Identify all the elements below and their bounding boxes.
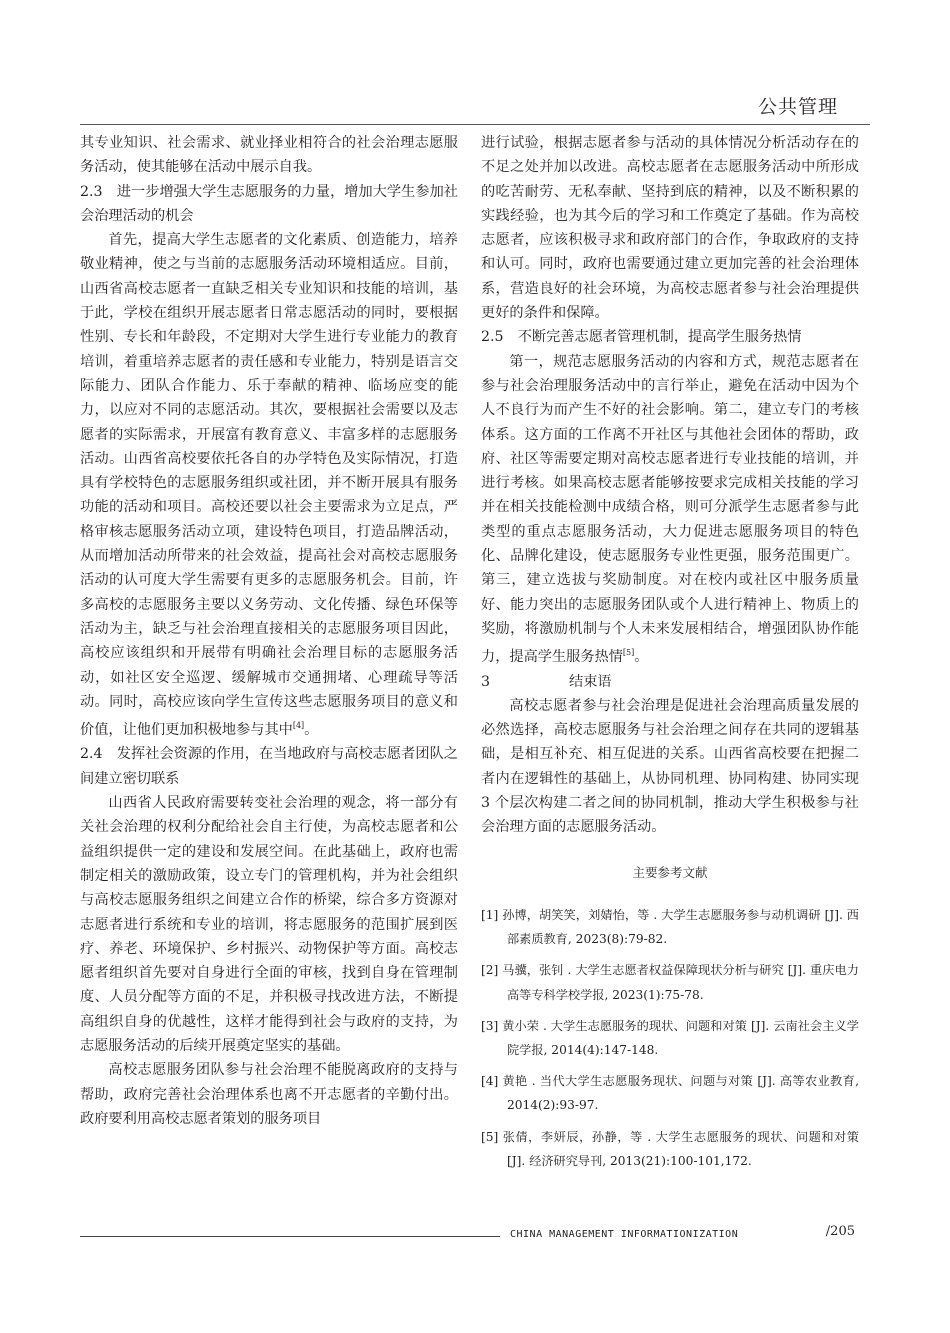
right-column bbox=[481, 131, 859, 1180]
paragraph: 山西省人民政府需要转变社会治理的观念，将一部分有关社会治理的权利分配给社会自主行使，为高校志愿者和公益组织提供一定的建设和发展空间。在此基础上，政府也需制定相关的激励政策，设立专门的管理机构，并为社会组织与高校志愿服务组织之间建立合作的桥梁，综合多方资源对志愿者进行系统和专业的培训，将志愿服务的范围扩展到医疗、养老、环境保护、乡村振兴、动物保护等方面。高校志愿者组织首先要对自身进行全面的审核，找到自身在管理制度、人员分配等方面的不足，并积极寻找改进方法，不断提高组织自身的优越性，这样才能得到社会与政府的支持，为志愿服务活动的后续开展奠定坚实的基础。 bbox=[80, 795, 458, 1054]
paragraph-text: 首先，提高大学生志愿者的文化素质、创造能力，培养敬业精神，使之与当前的志愿服务活动环境相适应。目前，山西省高校志愿者一直缺乏相关专业知识和技能的培训，基于此，学校在组织开展志愿者日常志愿活动的同时，要根据性别、专长和年龄段，不定期对大学生进行专业能力的教育培训，着重培养志愿者的责任感和专业能力，特别是语言交际能力、团队合作能力、乐于奉献的精神、临场应变的能力，以应对不同的志愿活动。其次，要根据社会需要以及志愿者的实际需求，开展富有教育意义、丰富多样的志愿服务活动。山西省高校要依托各自的办学特色及实际情况，打造具有学校特色的志愿服务组织或社团，并不断开展具有服务功能的活动和项目。高校还要以社会主要需求为立足点，严格审核志愿服务活动立项，建设特色项目，打造品牌活动，从而增加活动所带来的社会效益，提高社会对高校志愿服务活动的认可度大学生需要有更多的志愿服务机会。目前，许多高校的志愿服务主要以义务劳动、文化传播、绿色环保等活动为主，缺乏与社会治理直接相关的志愿服务项目因此，高校应该组织和开展带有明确社会治理目标的志愿服务活动，如社区安全巡逻、缓解城市交通拥堵、心理疏导等活动。同时，高校应该向学生宣传这些志愿服务项目的意义和价值，让他们更加积极地参与其中 bbox=[80, 232, 458, 739]
left-column bbox=[80, 131, 458, 1131]
section-title-text: 结束语 bbox=[569, 673, 612, 690]
reference-item: [1] 孙博，胡笑笑，刘婧怡，等 . 大学生志愿服务参与动机调研 [J]. 西部素质教育, 2023(8):79-82. bbox=[481, 907, 859, 947]
paragraph-text: 第一，规范志愿服务活动的内容和方式，规范志愿者在参与社会治理服务活动中的言行举止，避免在活动中因为个人不良行为而产生不好的社会影响。第二，建立专门的考核体系。这方面的工作离不开社区与其他社会团体的帮助，政府、社区等需要定期对高校志愿者进行专业技能的培训，并进行考核。如果高校志愿者能够按要求完成相关技能的学习并在相关技能检测中成绩合格，则可分派学生志愿者参与此类型的重点志愿服务活动，大力促进志愿服务项目的特色化、品牌化建设，使志愿服务专业性更强，服务范围更广。第三，建立选拔与奖励制度。对在校内或社区中服务质量好、能力突出的志愿服务团队或个人进行精神上、物质上的奖励，将激励机制与个人未来发展相结合，增强团队协作能力，提高学生服务热情 bbox=[481, 353, 859, 666]
section-heading-2-3: 2.3 进一步增强大学生志愿服务的力量，增加大学生参加社会治理活动的机会 bbox=[80, 183, 458, 224]
section-title: 公共管理 bbox=[757, 96, 838, 118]
references-list bbox=[481, 903, 859, 1173]
paragraph: 高校志愿服务团队参与社会治理不能脱离政府的支持与帮助，政府完善社会治理体系也离不开志愿者的辛勤付出。政府要利用高校志愿者策划的服务项目 bbox=[80, 1062, 458, 1127]
paragraph: 其专业知识、社会需求、就业择业相符合的社会治理志愿服务活动，使其能够在活动中展示自我。 bbox=[80, 135, 458, 176]
section-heading-3 bbox=[481, 670, 859, 694]
footer-rule bbox=[80, 1236, 500, 1237]
reference-item: [3] 黄小荣 . 大学生志愿服务的现状、问题和对策 [J]. 云南社会主义学院学报, 2014(4):147-148. bbox=[481, 1018, 859, 1057]
citation: [5] bbox=[622, 648, 635, 658]
paragraph: 高校志愿者参与社会治理是促进社会治理高质量发展的必然选择，高校志愿服务与社会治理之间存在共同的逻辑基础，是相互补充、相互促进的关系。山西省高校要在把握二者内在逻辑性的基础上，从协同机理、协同构建、协同实现 3 个层次构建二者之间的协同机制，推动大学生积极参与社会治理方面的志愿服务活动。 bbox=[481, 697, 859, 836]
citation: [4] bbox=[292, 721, 305, 731]
header-rule bbox=[80, 124, 870, 125]
section-number: 3 bbox=[481, 673, 491, 690]
reference-item: [4] 黄艳 . 当代大学生志愿服务现状、问题与对策 [J]. 高等农业教育, 2014(2):93-97. bbox=[481, 1074, 859, 1113]
reference-item: [2] 马骥，张钊 . 大学生志愿者权益保障现状分析与研究 [J]. 重庆电力高等专科学校学报, 2023(1):75-78. bbox=[481, 963, 859, 1002]
journal-name: CHINA MANAGEMENT INFORMATIONIZATION bbox=[510, 1229, 739, 1240]
section-heading-2-5: 2.5 不断完善志愿者管理机制，提高学生服务热情 bbox=[481, 329, 802, 346]
paragraph bbox=[481, 350, 859, 670]
references-title: 主要参考文献 bbox=[632, 864, 708, 880]
reference-item: [5] 张倩，李妍辰，孙静，等 . 大学生志愿服务的现状、问题和对策 [J]. 经济研究导刊, 2013(21):100-101,172. bbox=[481, 1129, 859, 1168]
paragraph bbox=[80, 228, 458, 742]
paragraph-end: 。 bbox=[634, 649, 649, 666]
page-number: /205 bbox=[825, 1224, 855, 1239]
paragraph: 进行试验，根据志愿者参与活动的具体情况分析活动存在的不足之处并加以改进。高校志愿者在志愿服务活动中所形成的吃苦耐劳、无私奉献、坚持到底的精神，以及不断积累的实践经验，也为其今后的学习和工作奠定了基础。作为高校志愿者，应该积极寻求和政府部门的合作，争取政府的支持和认可。同时，政府也需要通过建立更加完善的社会治理体系，营造良好的社会环境，为高校志愿者参与社会治理提供更好的条件和保障。 bbox=[481, 135, 859, 322]
paragraph-end: 。 bbox=[304, 722, 319, 739]
section-heading-2-4: 2.4 发挥社会资源的作用，在当地政府与高校志愿者团队之间建立密切联系 bbox=[80, 746, 458, 787]
